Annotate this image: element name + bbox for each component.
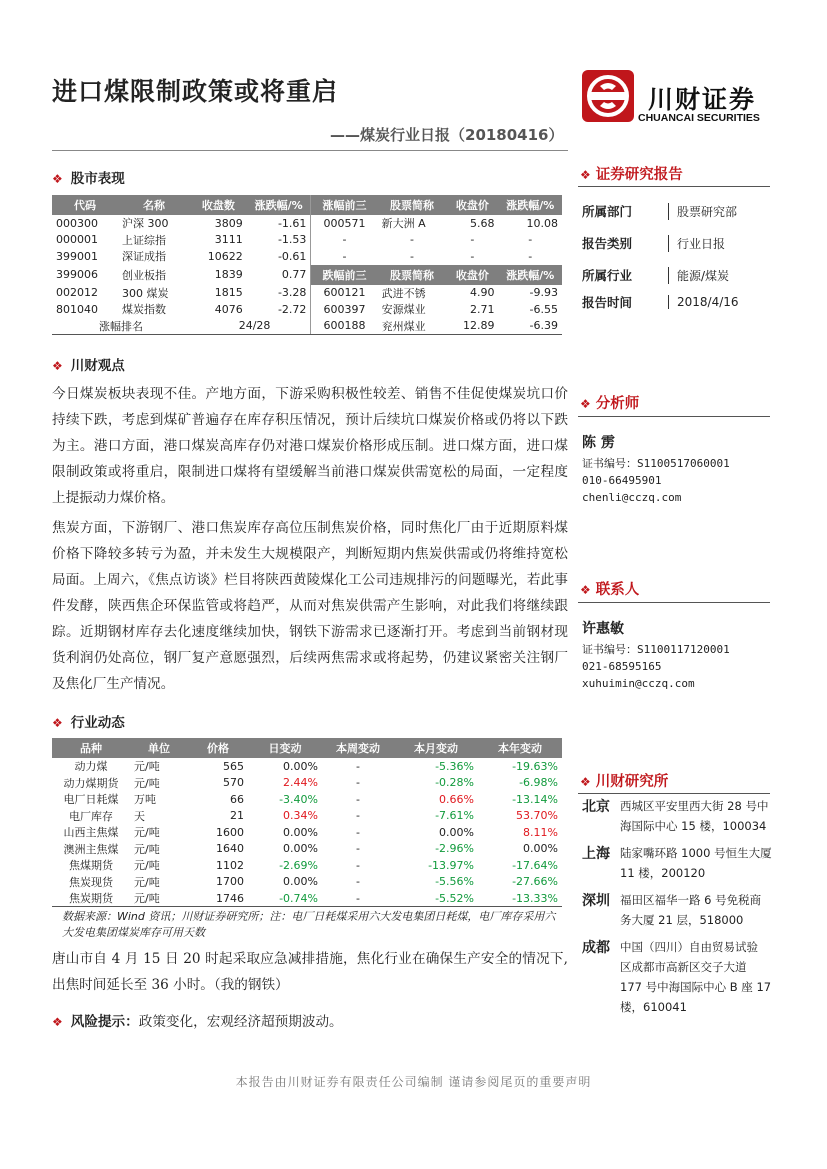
header-divider	[52, 150, 568, 151]
contact-card	[582, 618, 730, 692]
table-row: 801040 煤炭指数 4076 -2.72 600397 安源煤业 2.71 -6.55	[56, 302, 558, 317]
diamond-bullet-icon: ❖	[52, 1015, 63, 1029]
view-heading: ❖ 川财观点	[52, 358, 125, 374]
table-row: 电厂日耗煤 万吨 66 -3.40% - 0.66% -13.14%	[63, 792, 558, 807]
table-row: 399006 创业板指 1839 0.77 跌幅前三 股票简称 收盘价 涨跌幅/%	[52, 265, 562, 285]
table-row: 焦炭现货 元/吨 1700 0.00% - -5.56% -27.66%	[69, 875, 558, 889]
brand-name-en: CHUANCAI SECURITIES	[638, 112, 760, 124]
list-item: 深圳 福田区福华一路 6 号免税商 务大厦 21 层，518000	[582, 893, 762, 927]
news-paragraph: 唐山市自 4 月 15 日 20 时起采取应急减排措施，焦化行业在确保生产安全的情况下,出焦时间延长至 36 小时。（我的钢铁）	[52, 951, 568, 993]
table-row: 山西主焦煤 元/吨 1600 0.00% - 0.00% 8.11%	[63, 825, 558, 840]
diamond-bullet-icon: ❖	[580, 397, 591, 411]
contact-cert: 证书编号：S1100117120001	[582, 643, 730, 656]
table-row: 澳洲主焦煤 元/吨 1640 0.00% - -2.96% 0.00%	[63, 842, 558, 856]
list-item: 上海 陆家嘴环路 1000 号恒生大厦 11 楼，200120	[582, 846, 772, 880]
view-paragraph-1: 今日煤炭板块表现不佳。产地方面，下游采购积极性较差、销售不佳促使煤炭坑口价持续下跌，考虑到煤矿普遍存在库存积压情况，预计后续坑口煤炭价格或仍将以下跌为主。港口方面，港口煤炭高库存仍对港口煤炭价格形成压制。进口煤方面，进口煤限制政策或将重启，限制进口煤将有望缓解当前港口煤炭供需宽松的局面，一定程度上提振动力煤价格。	[52, 386, 568, 506]
analyst-cert: 证书编号：S1100517060001	[582, 457, 730, 470]
analyst-card	[582, 432, 730, 506]
table-row: 涨幅排名 24/28 600188 兖州煤业 12.89 -6.39	[52, 318, 562, 335]
analyst-phone: 010-66495901	[582, 474, 662, 487]
contact-email[interactable]: xuhuimin@cczq.com	[582, 677, 695, 690]
risk-warning: ❖ 风险提示：政策变化，宏观经济超预期波动。	[52, 1014, 343, 1030]
brand-logo-icon	[582, 70, 634, 122]
table-row: 电厂库存 天 21 0.34% - -7.61% 53.70%	[69, 809, 558, 823]
table-row: 焦炭期货 元/吨 1746 -0.74% - -5.52% -13.33%	[52, 890, 562, 907]
analyst-name: 陈 雳	[582, 435, 615, 451]
industry-heading: ❖ 行业动态	[52, 715, 125, 731]
page-title: 进口煤限制政策或将重启	[52, 77, 339, 106]
diamond-bullet-icon: ❖	[580, 583, 591, 597]
diamond-bullet-icon: ❖	[580, 775, 591, 789]
analyst-heading: ❖ 分析师	[580, 396, 640, 412]
page-footer: 本报告由川财证券有限责任公司编制 谨请参阅尾页的重要声明	[235, 1075, 592, 1089]
contact-heading: ❖ 联系人	[580, 582, 640, 598]
diamond-bullet-icon: ❖	[580, 168, 591, 182]
market-table: 代码 名称 收盘数 涨跌幅/% 涨幅前三 股票简称 收盘价 涨跌幅/% 000300 沪深 300 3809 -1.61 000571 新大洲 A 5.68 10.08 000001 上证综指 3111 -1.53 - - - - 399001 深证成指 10622 -0.61 - - - - 399006 创业板指 1839 0.77 跌幅前三 股票简称 收盘价 涨跌幅/% 002012 300 煤炭 1815 -3.28 600121 武进不锈 4.90 -9.93 801040 煤炭指数 4076 -2.72 600397 安源煤业 2.71 -6.55 涨幅排名 24/28 600188 兖州煤业 12.89 -6.39	[52, 195, 562, 335]
data-source-note: 数据来源：Wind 资讯；川财证券研究所；注：电厂日耗煤采用六大发电集团日耗煤，电厂库存采用六大发电集团煤炭库存可用天数	[62, 910, 556, 939]
diamond-bullet-icon: ❖	[52, 172, 63, 186]
diamond-bullet-icon: ❖	[52, 716, 63, 730]
sidebar-divider	[578, 186, 770, 187]
page-subtitle: ——煤炭行业日报（20180416）	[330, 126, 564, 144]
industry-table: 品种 单位 价格 日变动 本周变动 本月变动 本年变动 动力煤 元/吨 565 0.00% - -5.36% -19.63% 动力煤期货 元/吨 570 2.44% - -0.28% -6.98% 电厂日耗煤 万吨 66 -3.40% - 0.66% -13.14% 电厂库存 天 21 0.34% - -7.61% 53.70% 山西主焦煤 元/吨 1600 0.00% - 0.00% 8.11% 澳洲主焦煤 元/吨 1640 0.00% - -2.96% 0.00% 焦煤期货 元/吨 1102 -2.69% - -13.97% -17.64% 焦炭现货 元/吨 1700 0.00% - -5.56% -27.66% 焦炭期货 元/吨 1746 -0.74% - -5.52% -13.33%	[52, 738, 562, 907]
table-row: 002012 300 煤炭 1815 -3.28 600121 武进不锈 4.90 -9.93	[56, 286, 558, 300]
institute-heading: ❖ 川财研究所	[580, 774, 669, 790]
report-type-heading: ❖ 证券研究报告	[580, 167, 683, 183]
list-item: 成都 中国（四川）自由贸易试验 区成都市高新区交子大道 177 号中海国际中心 B 座 17 楼，610041	[582, 940, 772, 1014]
table-row: 399001 深证成指 10622 -0.61 - - - -	[56, 249, 533, 264]
table-row: 焦煤期货 元/吨 1102 -2.69% - -13.97% -17.64%	[69, 858, 558, 873]
list-item: 北京 西城区平安里西大街 28 号中 海国际中心 15 楼，100034	[582, 799, 769, 833]
table-row: 000001 上证综指 3111 -1.53 - - - -	[56, 233, 533, 247]
analyst-email[interactable]: chenli@cczq.com	[582, 491, 682, 504]
table-row: 000300 沪深 300 3809 -1.61 000571 新大洲 A 5.68 10.08	[56, 216, 558, 231]
office-list	[582, 796, 777, 1017]
view-paragraph-2: 焦炭方面，下游钢厂、港口焦炭库存高位压制焦炭价格，同时焦化厂由于近期原料煤价格下降较多转亏为盈，并未发生大规模限产，判断短期内焦炭供需或仍将维持宽松局面。上周六，《焦点访谈》栏目将陕西黄陵煤化工公司违规排污的问题曝光，若此事件发酵，陕西焦企环保监管或将趋严，从而对焦炭供需产生影响，对此我们将继续跟踪。近期钢材库存去化速度继续加快，钢铁下游需求已逐渐打开。考虑到当前钢材现货利润仍处高位，钢厂复产意愿强烈，后续两焦需求或将起势，仍建议紧密关注钢厂及焦化厂生产情况。	[52, 520, 568, 692]
table-row: 动力煤期货 元/吨 570 2.44% - -0.28% -6.98%	[63, 776, 558, 790]
report-info: 所属部门 股票研究部 报告类别 行业日报 所属行业 能源/煤炭 报告时间 2018/4/16	[582, 204, 739, 310]
table-row: 动力煤 元/吨 565 0.00% - -5.36% -19.63%	[74, 759, 558, 774]
contact-name: 许惠敏	[582, 621, 624, 637]
contact-phone: 021-68595165	[582, 660, 662, 673]
market-heading: ❖ 股市表现	[52, 171, 125, 187]
brand-name-cn: 川财证券	[648, 85, 757, 114]
diamond-bullet-icon: ❖	[52, 359, 63, 373]
